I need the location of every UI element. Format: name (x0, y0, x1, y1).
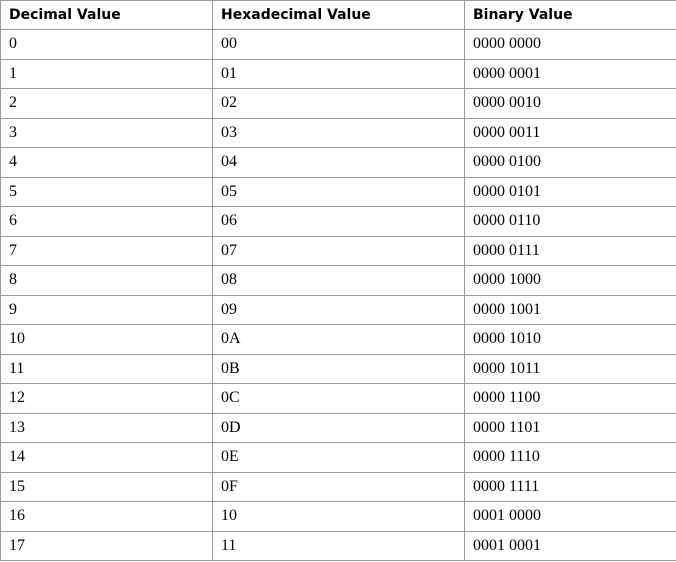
table-row (1, 118, 676, 148)
binary-cell: 0000 0110 (465, 207, 676, 237)
table-row (1, 502, 676, 532)
decimal-cell: 13 (1, 413, 213, 443)
hexadecimal-cell: 0F (213, 472, 465, 502)
table-row (1, 295, 676, 325)
decimal-cell: 1 (1, 59, 213, 89)
decimal-cell: 10 (1, 325, 213, 355)
binary-cell: 0001 0001 (465, 531, 676, 561)
hexadecimal-cell: 09 (213, 295, 465, 325)
binary-cell: 0000 0010 (465, 89, 676, 119)
binary-cell: 0000 1110 (465, 443, 676, 473)
column-header-hexadecimal: Hexadecimal Value (213, 1, 465, 30)
decimal-cell: 5 (1, 177, 213, 207)
hexadecimal-cell: 06 (213, 207, 465, 237)
hexadecimal-cell: 0C (213, 384, 465, 414)
binary-cell: 0000 0100 (465, 148, 676, 178)
table-row (1, 443, 676, 473)
column-header-decimal: Decimal Value (1, 1, 213, 30)
column-header-binary: Binary Value (465, 1, 676, 30)
decimal-cell: 0 (1, 30, 213, 60)
table-row (1, 413, 676, 443)
table-body (1, 30, 676, 561)
hexadecimal-cell: 11 (213, 531, 465, 561)
hexadecimal-cell: 02 (213, 89, 465, 119)
table-row (1, 472, 676, 502)
binary-cell: 0000 1001 (465, 295, 676, 325)
decimal-cell: 16 (1, 502, 213, 532)
table-row (1, 59, 676, 89)
binary-cell: 0000 1100 (465, 384, 676, 414)
hexadecimal-cell: 05 (213, 177, 465, 207)
hexadecimal-cell: 10 (213, 502, 465, 532)
binary-cell: 0000 1101 (465, 413, 676, 443)
table-row (1, 207, 676, 237)
hexadecimal-cell: 03 (213, 118, 465, 148)
decimal-cell: 3 (1, 118, 213, 148)
hexadecimal-cell: 04 (213, 148, 465, 178)
table-row (1, 266, 676, 296)
decimal-cell: 17 (1, 531, 213, 561)
hexadecimal-cell: 07 (213, 236, 465, 266)
binary-cell: 0000 1111 (465, 472, 676, 502)
binary-cell: 0000 0000 (465, 30, 676, 60)
binary-cell: 0000 0111 (465, 236, 676, 266)
hexadecimal-cell: 0D (213, 413, 465, 443)
decimal-cell: 4 (1, 148, 213, 178)
binary-cell: 0000 1000 (465, 266, 676, 296)
binary-cell: 0000 1011 (465, 354, 676, 384)
decimal-cell: 2 (1, 89, 213, 119)
binary-cell: 0000 0011 (465, 118, 676, 148)
table-row (1, 531, 676, 561)
decimal-cell: 6 (1, 207, 213, 237)
decimal-cell: 12 (1, 384, 213, 414)
table-row (1, 236, 676, 266)
decimal-cell: 15 (1, 472, 213, 502)
decimal-cell: 8 (1, 266, 213, 296)
hexadecimal-cell: 0E (213, 443, 465, 473)
hexadecimal-cell: 0A (213, 325, 465, 355)
table-row (1, 325, 676, 355)
table-row (1, 89, 676, 119)
table-row (1, 30, 676, 60)
decimal-cell: 9 (1, 295, 213, 325)
binary-cell: 0000 0101 (465, 177, 676, 207)
table-row (1, 177, 676, 207)
binary-cell: 0001 0000 (465, 502, 676, 532)
binary-cell: 0000 0001 (465, 59, 676, 89)
binary-cell: 0000 1010 (465, 325, 676, 355)
table-row (1, 148, 676, 178)
decimal-cell: 11 (1, 354, 213, 384)
table-header-row (1, 1, 676, 30)
hexadecimal-cell: 0B (213, 354, 465, 384)
hexadecimal-cell: 01 (213, 59, 465, 89)
table-row (1, 384, 676, 414)
decimal-cell: 7 (1, 236, 213, 266)
hexadecimal-cell: 00 (213, 30, 465, 60)
table-row (1, 354, 676, 384)
decimal-cell: 14 (1, 443, 213, 473)
hexadecimal-cell: 08 (213, 266, 465, 296)
